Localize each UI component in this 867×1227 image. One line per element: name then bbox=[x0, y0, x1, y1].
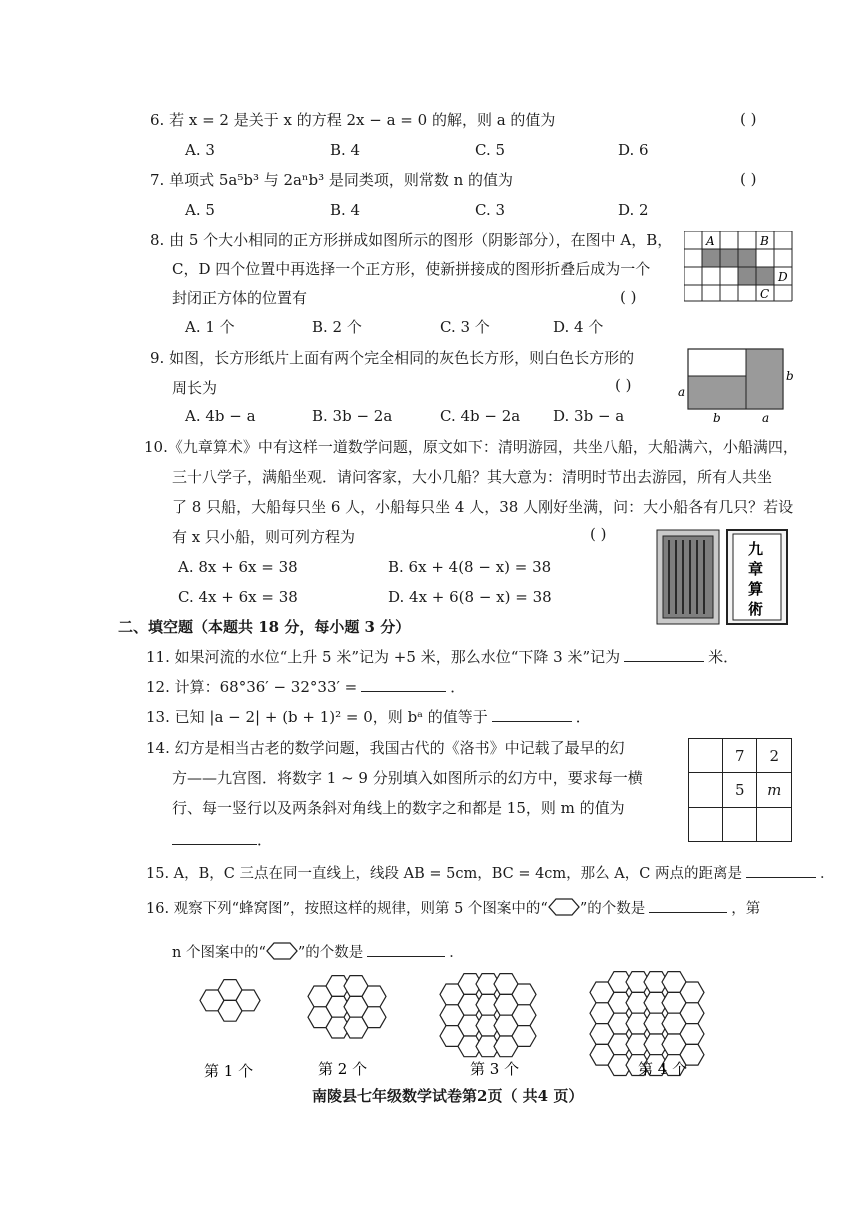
q12: 12. 计算：68°36′ − 32°33′ = ． bbox=[146, 678, 466, 696]
hexagon-cell bbox=[680, 1003, 704, 1024]
label-a-left: a bbox=[678, 385, 686, 399]
caption-3: 第 3 个 bbox=[470, 1060, 520, 1078]
q12-blank[interactable] bbox=[361, 677, 446, 692]
grid-label-b: B bbox=[760, 234, 769, 248]
q13: 13. 已知 |a − 2| + (b + 1)² = 0，则 bᵃ 的值等于 ． bbox=[146, 708, 591, 726]
q8-option-a: A. 1 个 bbox=[185, 318, 235, 336]
magic-cell: 5 bbox=[723, 773, 757, 807]
magic-cell bbox=[689, 807, 723, 841]
q10-answer-paren: ( ) bbox=[590, 525, 607, 543]
hexagon-cell bbox=[680, 982, 704, 1003]
book-title-char-4: 術 bbox=[748, 600, 764, 618]
q8-line-2: C，D 四个位置中再选择一个正方形，使新拼接成的图形折叠后成为一个 bbox=[172, 260, 651, 278]
q16-line-2: n 个图案中的“ ”的个数是 ． bbox=[172, 942, 464, 963]
q15: 15. A，B，C 三点在同一直线上，线段 AB = 5cm，BC = 4cm，那么 A，C 两点的距离是 ． bbox=[146, 863, 834, 884]
magic-cell bbox=[689, 739, 723, 773]
q10-line-1: 10.《九章算术》中有这样一道数学问题，原文如下：清明游园，共坐八船，大船满六，小船满四， bbox=[144, 438, 798, 456]
q9-option-a: A. 4b − a bbox=[185, 407, 256, 425]
q6-option-a: A. 3 bbox=[185, 141, 215, 159]
q7-option-c: C. 3 bbox=[475, 201, 506, 219]
q6-option-d: D. 6 bbox=[618, 141, 649, 159]
q8-option-c: C. 3 个 bbox=[440, 318, 490, 336]
q8-line-3: 封闭正方体的位置有 bbox=[172, 289, 308, 307]
hexagon-cell bbox=[236, 990, 260, 1011]
honeycomb-figures bbox=[190, 970, 720, 1085]
grid-label-d: D bbox=[778, 270, 788, 284]
magic-cell bbox=[723, 807, 757, 841]
q10-line-4: 有 x 只小船，则可列方程为 bbox=[172, 528, 355, 546]
caption-4: 第 4 个 bbox=[638, 1060, 688, 1078]
magic-cell: 2 bbox=[757, 739, 792, 773]
magic-cell bbox=[689, 773, 723, 807]
magic-cell: 7 bbox=[723, 739, 757, 773]
q7-option-d: D. 2 bbox=[618, 201, 649, 219]
magic-cell bbox=[757, 807, 792, 841]
q15-blank[interactable] bbox=[746, 863, 816, 878]
caption-2: 第 2 个 bbox=[318, 1060, 368, 1078]
q11-blank[interactable] bbox=[624, 647, 704, 662]
hexagon-cell bbox=[362, 986, 386, 1007]
q10-option-d: D. 4x + 6(8 − x) = 38 bbox=[388, 588, 552, 606]
q13-blank[interactable] bbox=[492, 707, 572, 722]
q7-answer-paren: ( ) bbox=[740, 170, 757, 188]
q9-option-c: C. 4b − 2a bbox=[440, 407, 521, 425]
book-title-char-2: 章 bbox=[748, 560, 764, 578]
q10-line-3: 了 8 只船，大船每只坐 6 人，小船每只坐 4 人，38 人刚好坐满，问：大小船各有几只？若设 bbox=[172, 498, 794, 516]
q9-line-1: 9. 如图，长方形纸片上面有两个完全相同的灰色长方形，则白色长方形的 bbox=[150, 349, 635, 367]
label-a-bottom: a bbox=[762, 411, 770, 425]
q14-line-4: ． bbox=[172, 830, 272, 850]
label-b-right: b bbox=[786, 369, 794, 383]
q10-line-2: 三十八学子，满船坐观．请问客家，大小几船？其大意为：清明时节出去游园，所有人共坐 bbox=[172, 468, 773, 486]
q14-line-1: 14. 幻方是相当古老的数学问题，我国古代的《洛书》中记载了最早的幻 bbox=[146, 739, 625, 757]
q11: 11. 如果河流的水位“上升 5 米”记为 +5 米，那么水位“下降 3 米”记为 米． bbox=[146, 648, 739, 666]
hexagon-icon bbox=[266, 942, 298, 960]
q16-line-1: 16. 观察下列“蜂窝图”，按照这样的规律，则第 5 个图案中的“ ”的个数是 ，第 bbox=[146, 898, 760, 919]
q8-line-1: 8. 由 5 个大小相同的正方形拼成如图所示的图形（阴影部分），在图中 A，B， bbox=[150, 231, 673, 249]
q10-option-a: A. 8x + 6x = 38 bbox=[178, 558, 298, 576]
magic-square bbox=[688, 738, 792, 842]
q8-option-d: D. 4 个 bbox=[553, 318, 604, 336]
q10-option-b: B. 6x + 4(8 − x) = 38 bbox=[388, 558, 552, 576]
hexagon-cell bbox=[362, 1007, 386, 1028]
q6-answer-paren: ( ) bbox=[740, 110, 757, 128]
page-footer: 南陵县七年级数学试卷第2页（ 共4 页） bbox=[312, 1087, 584, 1105]
label-b-bottom: b bbox=[713, 411, 721, 425]
book-title-char-1: 九 bbox=[748, 540, 764, 558]
section-2-heading: 二、填空题（本题共 18 分，每小题 3 分） bbox=[118, 618, 411, 636]
hexagon-cell bbox=[512, 984, 536, 1005]
hexagon-icon bbox=[548, 898, 580, 916]
grid-label-a: A bbox=[706, 234, 715, 248]
q14-line-2: 方——九宫图．将数字 1 ~ 9 分别填入如图所示的幻方中，要求每一横 bbox=[172, 769, 643, 787]
q10-option-c: C. 4x + 6x = 38 bbox=[178, 588, 298, 606]
hexagon-cell bbox=[512, 1026, 536, 1047]
q8-answer-paren: ( ) bbox=[620, 288, 637, 306]
q8-cube-net-figure bbox=[684, 231, 794, 303]
hexagon-cell bbox=[680, 1024, 704, 1045]
q16-blank-1[interactable] bbox=[649, 898, 727, 913]
grid-label-c: C bbox=[760, 287, 770, 301]
q7-option-b: B. 4 bbox=[330, 201, 361, 219]
q6-option-b: B. 4 bbox=[330, 141, 361, 159]
q6-stem: 6. 若 x = 2 是关于 x 的方程 2x − a = 0 的解，则 a 的值为 bbox=[150, 111, 556, 129]
book-title-char-3: 算 bbox=[748, 580, 764, 598]
q14-line-3: 行、每一竖行以及两条斜对角线上的数字之和都是 15，则 m 的值为 bbox=[172, 799, 625, 817]
q7-stem: 7. 单项式 5a⁵b³ 与 2aⁿb³ 是同类项，则常数 n 的值为 bbox=[150, 171, 514, 189]
hexagon-cell bbox=[512, 1005, 536, 1026]
q9-line-2: 周长为 bbox=[172, 379, 218, 397]
q6-option-c: C. 5 bbox=[475, 141, 506, 159]
caption-1: 第 1 个 bbox=[204, 1062, 254, 1080]
q9-option-d: D. 3b − a bbox=[553, 407, 625, 425]
jiuzhang-book-image bbox=[655, 528, 790, 626]
q9-rectangle-figure bbox=[676, 346, 796, 426]
q8-option-b: B. 2 个 bbox=[312, 318, 362, 336]
magic-cell-m: m bbox=[757, 773, 792, 807]
q9-option-b: B. 3b − 2a bbox=[312, 407, 393, 425]
q16-blank-2[interactable] bbox=[367, 942, 445, 957]
q9-answer-paren: ( ) bbox=[615, 376, 632, 394]
q14-blank[interactable] bbox=[172, 830, 257, 845]
q7-option-a: A. 5 bbox=[185, 201, 215, 219]
